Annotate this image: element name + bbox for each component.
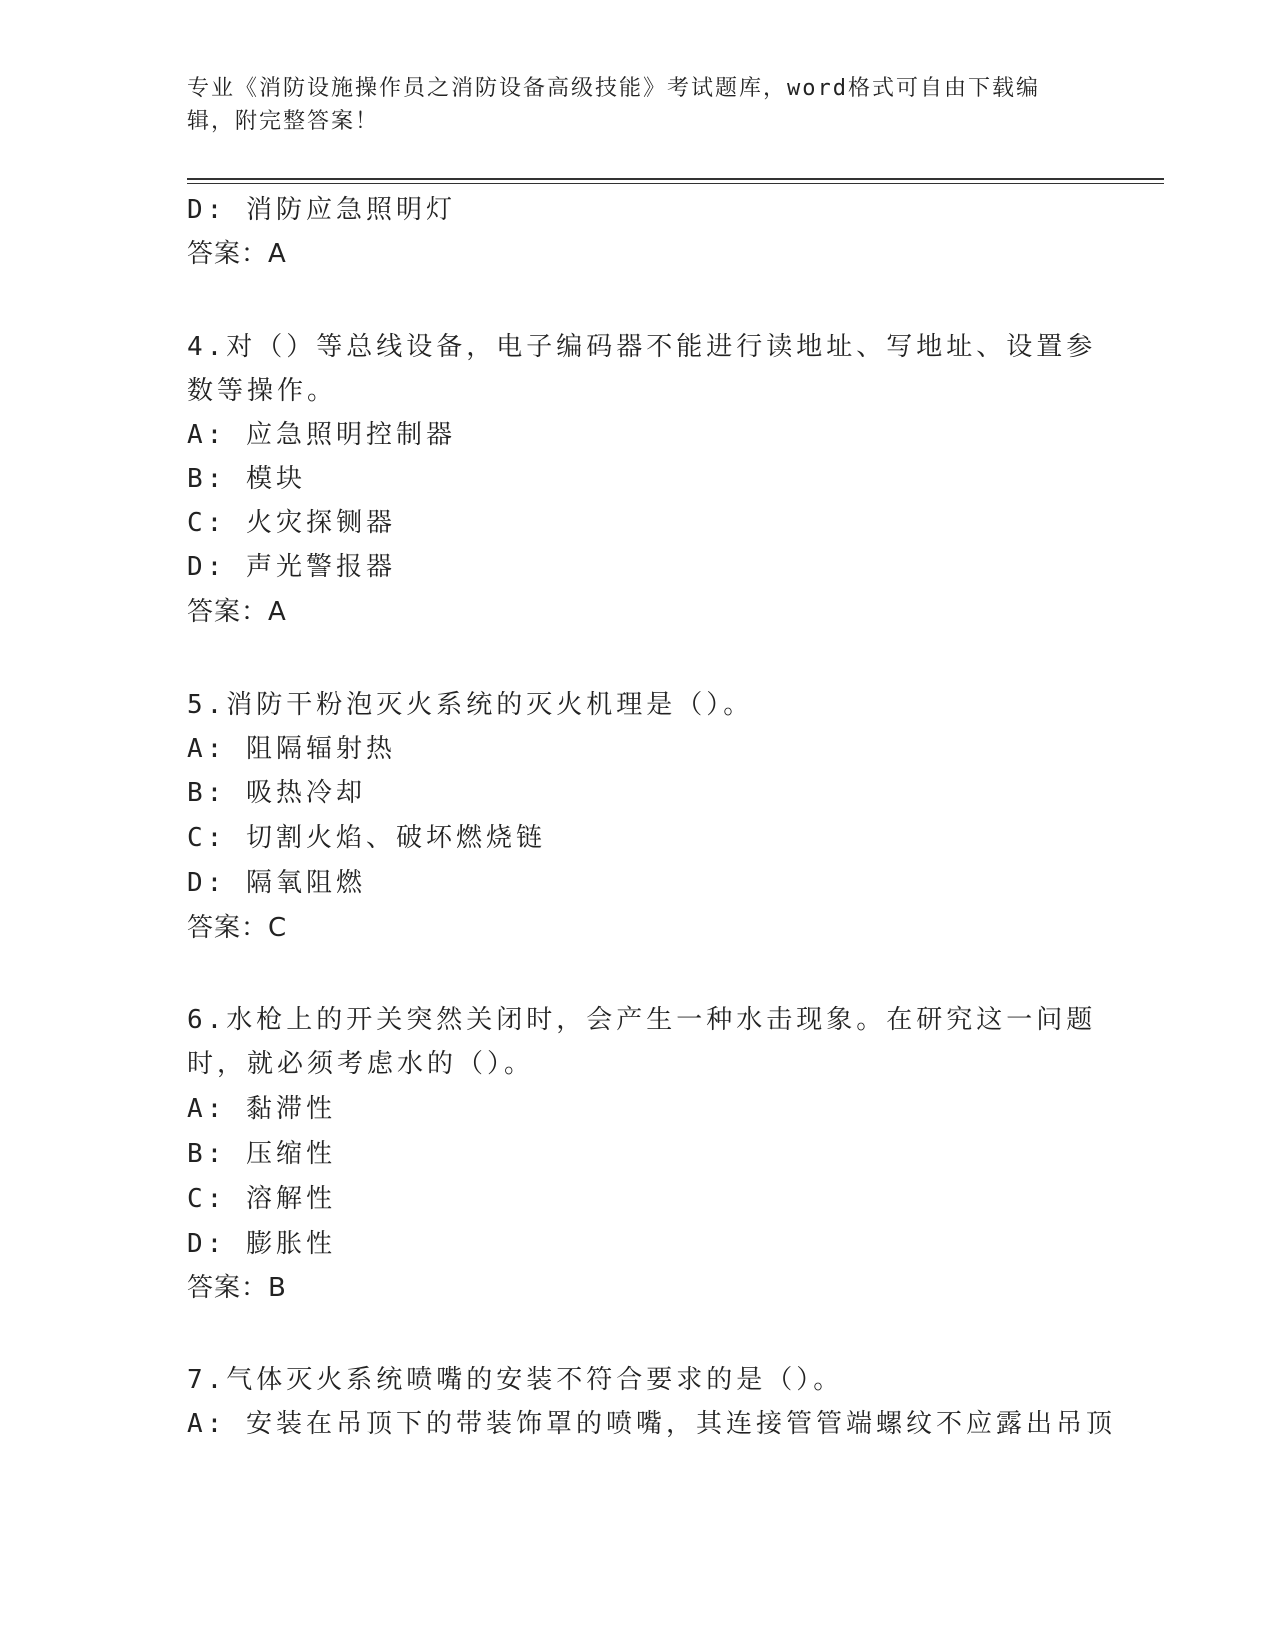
q4-stem-line-2: 数等操作。 bbox=[187, 376, 338, 406]
q3-option-d: D: 消防应急照明灯 bbox=[187, 195, 456, 225]
q4-option-b: B: 模块 bbox=[187, 464, 306, 494]
q4-option-a: A: 应急照明控制器 bbox=[187, 420, 456, 450]
header-divider-thin bbox=[187, 183, 1164, 184]
q6-option-c: C: 溶解性 bbox=[187, 1184, 336, 1214]
q6-stem-line-2: 时，就必须考虑水的（）。 bbox=[187, 1049, 535, 1079]
document-header bbox=[187, 72, 1087, 138]
header-line-2: 辑，附完整答案！ bbox=[187, 109, 380, 134]
q4-option-c: C: 火灾探铡器 bbox=[187, 508, 396, 538]
q5-stem-line-1: 5.消防干粉泡灭火系统的灭火机理是（）。 bbox=[187, 690, 754, 720]
q5-answer: 答案：C bbox=[187, 913, 288, 943]
q5-option-b: B: 吸热冷却 bbox=[187, 778, 366, 808]
q6-stem-line-1: 6.水枪上的开关突然关闭时，会产生一种水击现象。在研究这一问题 bbox=[187, 1005, 1097, 1035]
q4-answer: 答案：A bbox=[187, 597, 287, 627]
q4-stem-line-1: 4.对（）等总线设备，电子编码器不能进行读地址、写地址、设置参 bbox=[187, 332, 1097, 362]
q5-option-a: A: 阻隔辐射热 bbox=[187, 734, 396, 764]
header-line-1: 专业《消防设施操作员之消防设备高级技能》考试题库，word格式可自由下载编 bbox=[187, 76, 1040, 101]
header-divider-thick bbox=[187, 178, 1164, 180]
q4-option-d: D: 声光警报器 bbox=[187, 552, 396, 582]
q6-option-d: D: 膨胀性 bbox=[187, 1229, 336, 1259]
q5-option-d: D: 隔氧阻燃 bbox=[187, 868, 366, 898]
q5-option-c: C: 切割火焰、破坏燃烧链 bbox=[187, 823, 546, 853]
q7-option-a: A: 安装在吊顶下的带装饰罩的喷嘴，其连接管管端螺纹不应露出吊顶 bbox=[187, 1409, 1116, 1439]
q6-option-a: A: 黏滞性 bbox=[187, 1094, 336, 1124]
q6-option-b: B: 压缩性 bbox=[187, 1139, 336, 1169]
q7-stem-line-1: 7.气体灭火系统喷嘴的安装不符合要求的是（）。 bbox=[187, 1365, 844, 1395]
q6-answer: 答案：B bbox=[187, 1273, 287, 1303]
q3-answer: 答案：A bbox=[187, 239, 287, 269]
